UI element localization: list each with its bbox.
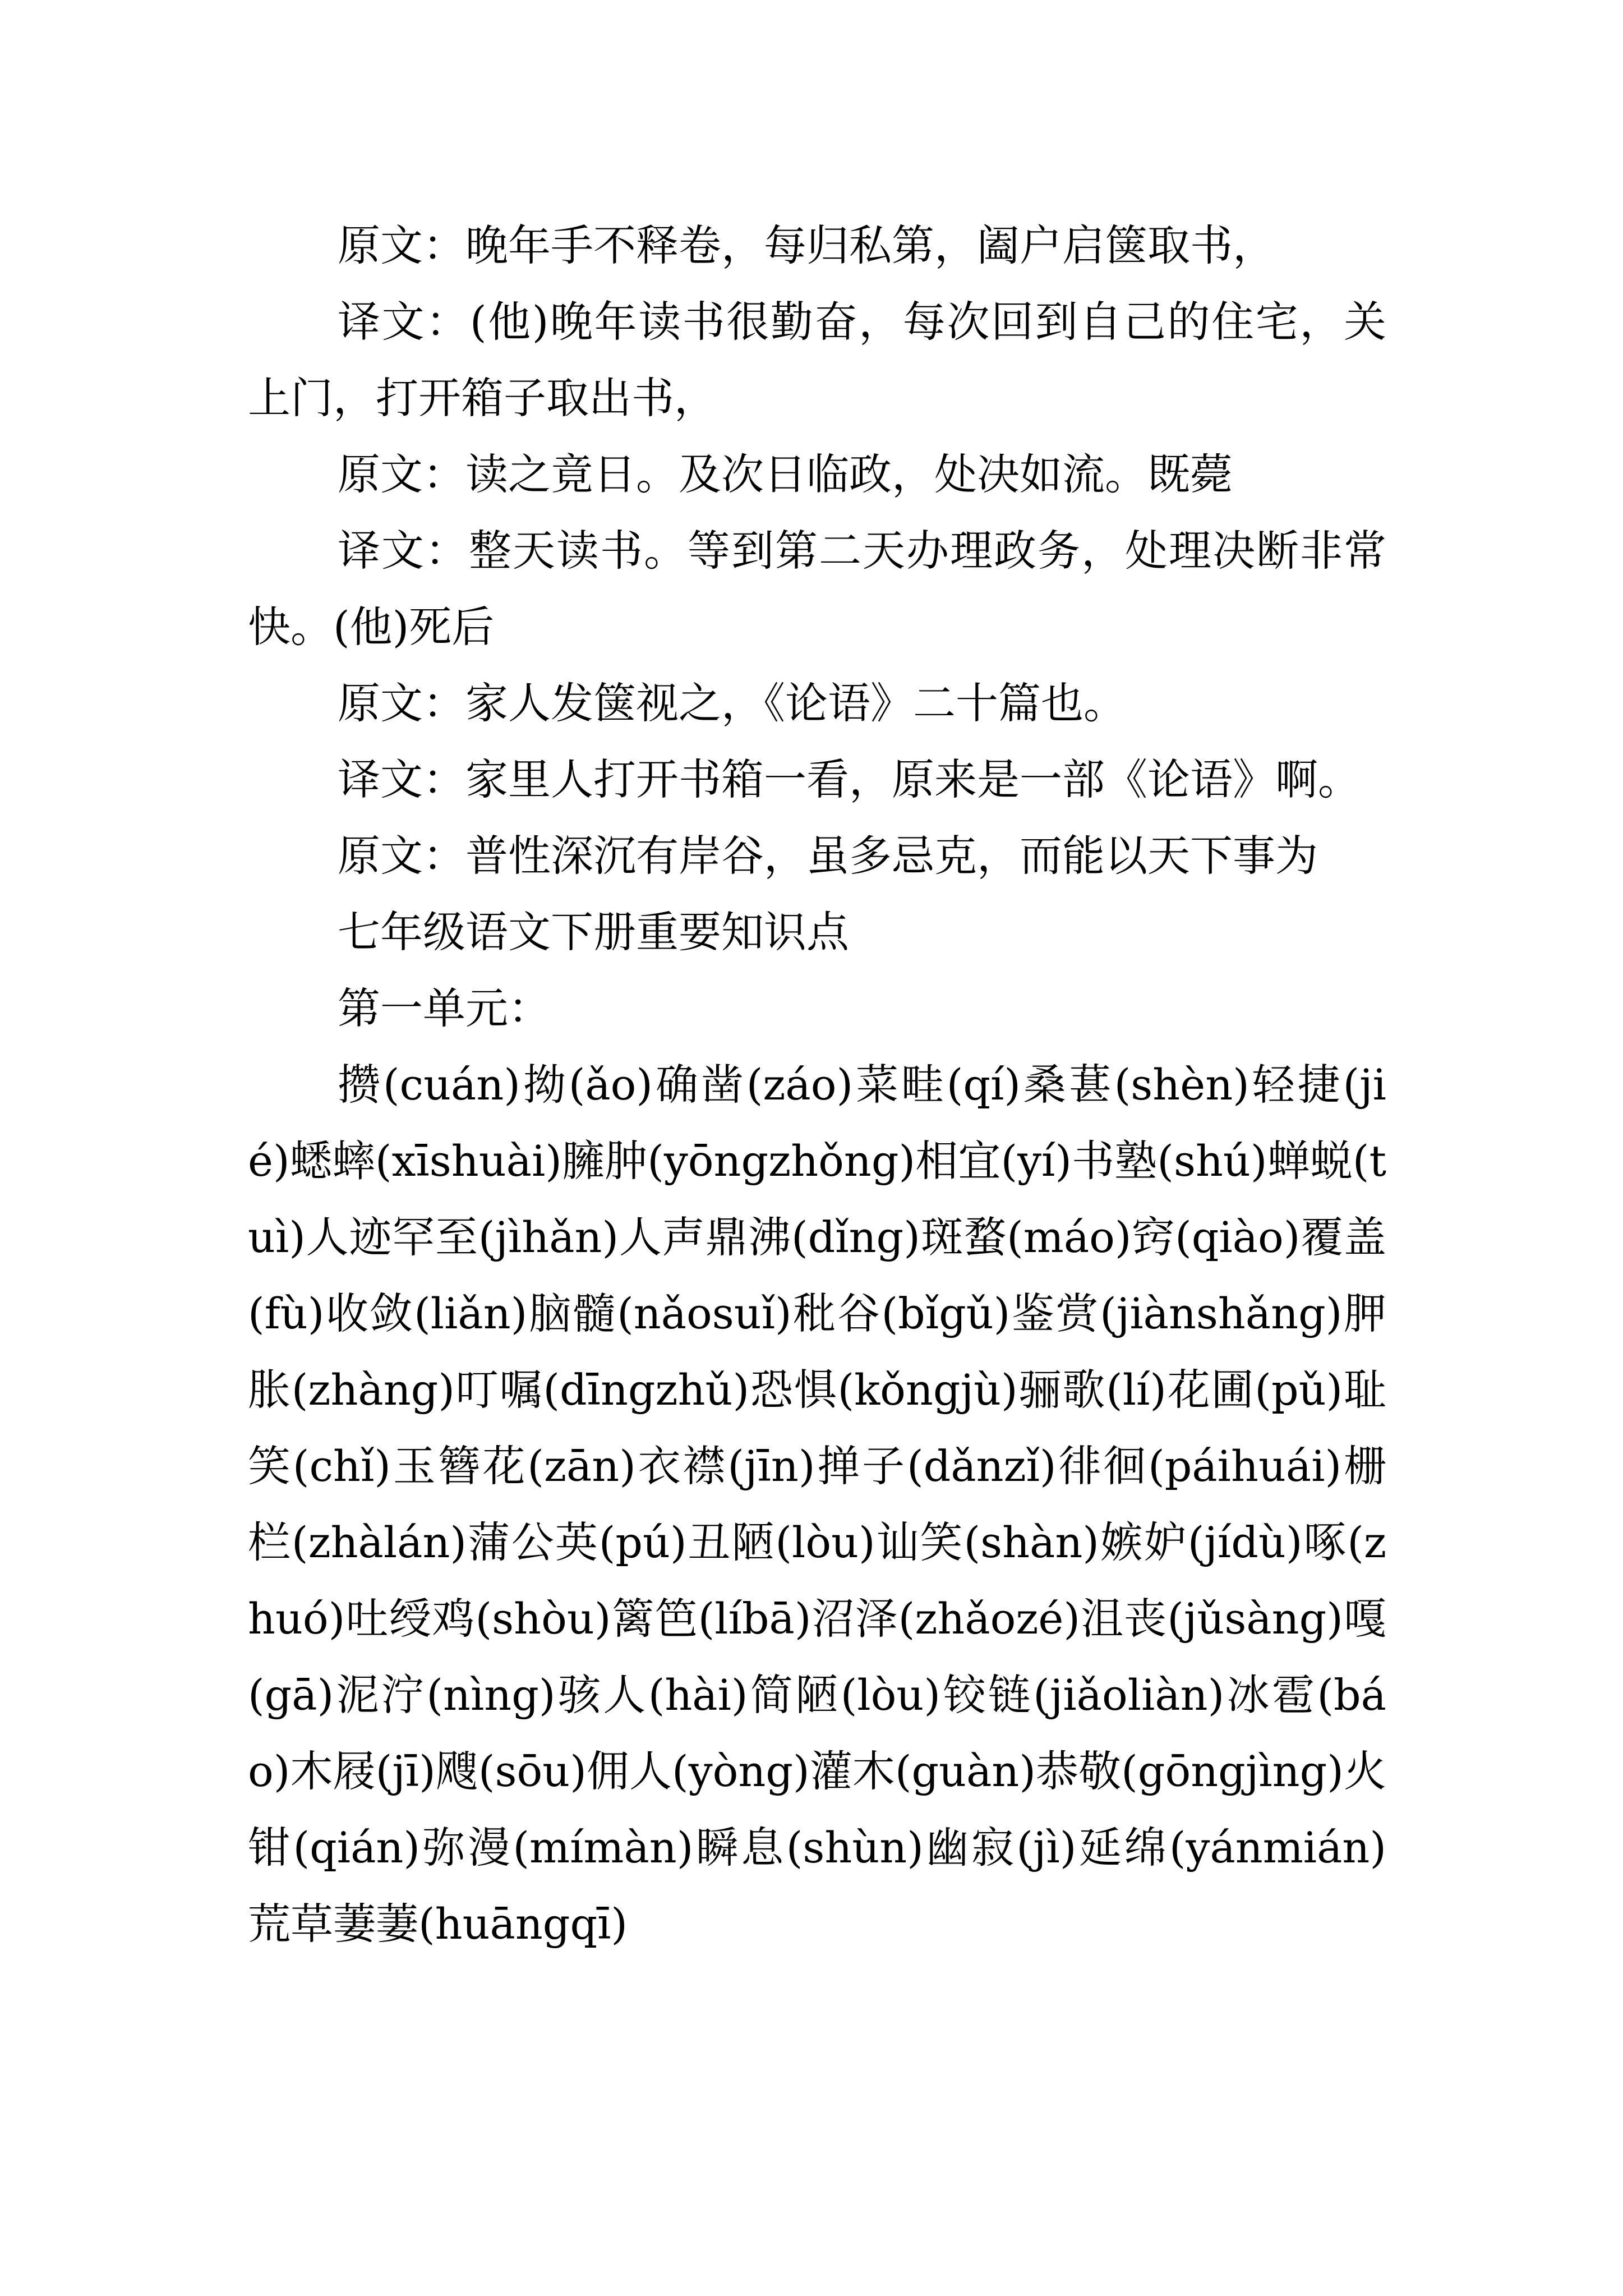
vocabulary-paragraph: 攒(cuán)拗(ǎo)确凿(záo)菜畦(qí)桑葚(shèn)轻捷(jié)蟋蟀(xīshuài)臃肿(yōngzhǒng)相宜(yí)书塾(shú)蝉蜕(tuì)人迹罕至(jìhǎn)人声鼎沸(dǐng)斑蝥(máo)窍(qiào)覆盖(fù)收敛(liǎn)脑髓(nǎosuǐ)秕谷(bǐgǔ)鉴赏(jiànshǎng)胛胀(zhàng)叮嘱(dīngzhǔ)恐惧(kǒngjù)骊歌(lí)花圃(pǔ)耻笑(chǐ)玉簪花(zān)衣襟(jīn)掸子(dǎnzǐ)徘徊(páihuái)栅栏(zhàlán)蒲公英(pú)丑陋(lòu)讪笑(shàn)嫉妒(jídù)啄(zhuó)吐绶鸡(shòu)篱笆(líbā)沼泽(zhǎozé)沮丧(jǔsàng)嘎(gā)泥泞(nìng)骇人(hài)简陋(lòu)铰链(jiǎoliàn)冰雹(báo)木屐(jī)飕(sōu)佣人(yòng)灌木(guàn)恭敬(gōngjìng)火钳(qián)弥漫(mímàn)瞬息(shùn)幽寂(jì)延绵(yánmián)荒草萋萋(huāngqī) xyxy=(248,1060,1386,1949)
document-body xyxy=(248,208,1386,1962)
paragraph: 译文：整天读书。等到第二天办理政务，处理决断非常快。(他)死后 xyxy=(248,526,1386,652)
paragraph: 译文：(他)晚年读书很勤奋，每次回到自己的住宅，关上门，打开箱子取出书， xyxy=(248,297,1386,423)
paragraph: 原文：晚年手不释卷，每归私第，阖户启箧取书， xyxy=(338,220,1275,270)
section-heading: 七年级语文下册重要知识点 xyxy=(338,907,849,957)
unit-heading: 第一单元： xyxy=(338,983,551,1033)
paragraph: 原文：读之竟日。及次日临政，处决如流。既薨 xyxy=(338,449,1233,499)
paragraph: 原文：家人发箧视之，《论语》二十篇也。 xyxy=(338,678,1126,728)
paragraph: 原文：普性深沉有岸谷，虽多忌克，而能以天下事为 xyxy=(338,831,1318,881)
paragraph: 译文：家里人打开书箱一看，原来是一部《论语》啊。 xyxy=(338,754,1361,804)
